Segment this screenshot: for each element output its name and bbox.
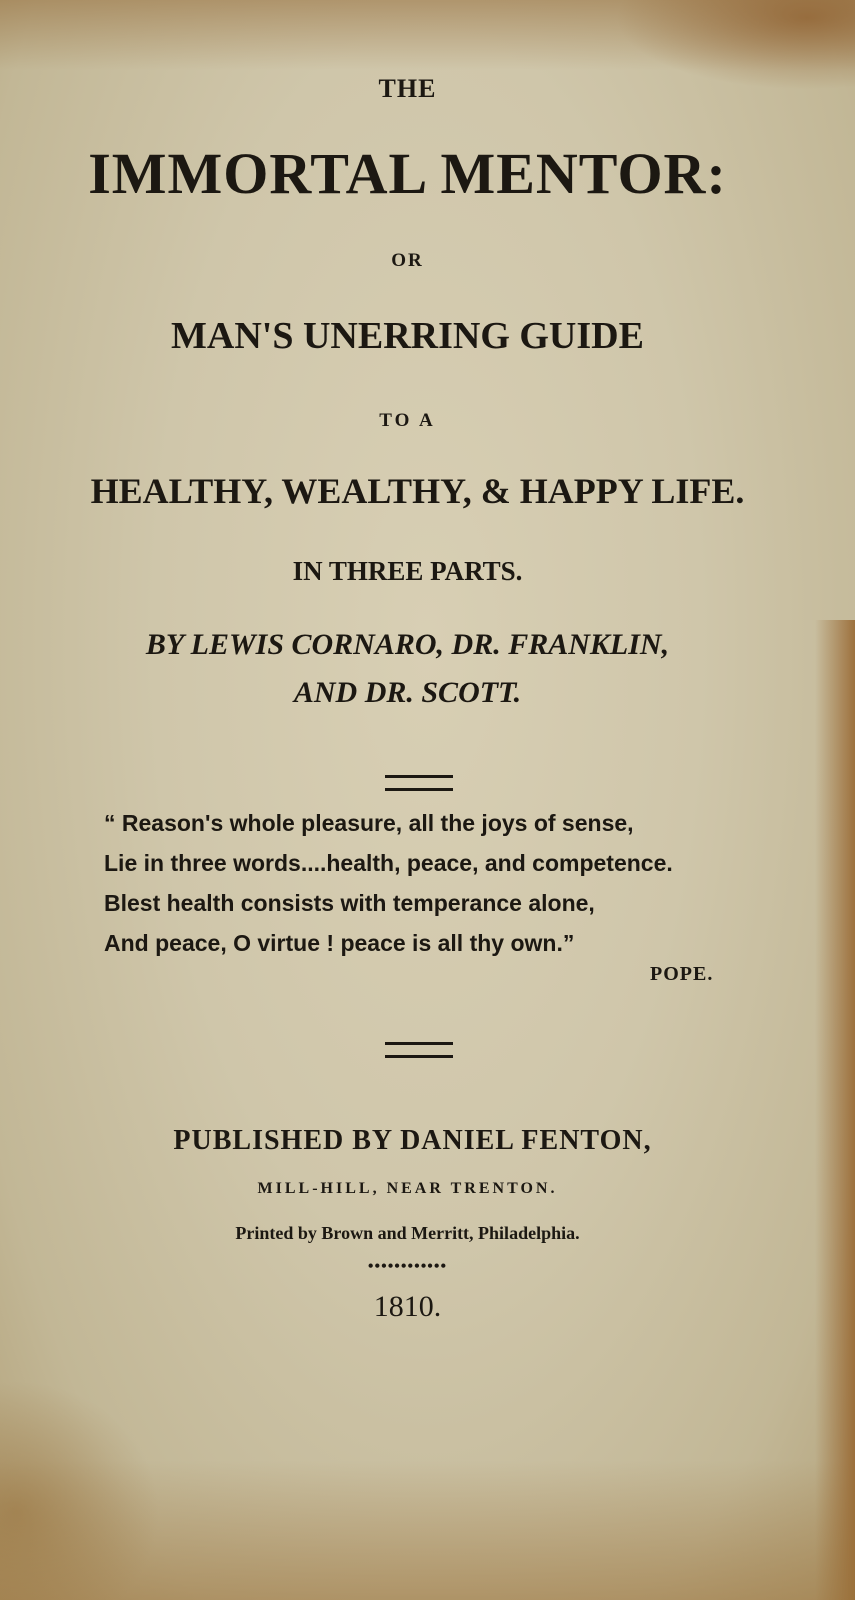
title-or: OR [391, 250, 424, 271]
dotted-ornament: •••••••••••• [367, 1258, 448, 1275]
epigraph-line: Blest health consists with temperance alone, [104, 890, 595, 916]
paper-stain [0, 1380, 160, 1600]
epigraph-line: “ Reason's whole pleasure, all the joys of sense, [104, 810, 634, 836]
paper-stain [815, 620, 855, 1600]
publication-year: 1810. [373, 1290, 442, 1323]
book-subtitle: MAN'S UNERRING GUIDE [171, 315, 644, 357]
double-rule-divider [385, 1042, 453, 1058]
publisher-line: PUBLISHED BY DANIEL FENTON, [173, 1125, 652, 1156]
double-rule-divider [385, 775, 453, 791]
book-subtitle-2: HEALTHY, WEALTHY, & HAPPY LIFE. [90, 471, 745, 511]
epigraph-author: POPE. [650, 963, 714, 985]
book-title: IMMORTAL MENTOR: [88, 141, 727, 206]
parts-note: IN THREE PARTS. [292, 556, 523, 586]
epigraph-line: Lie in three words....health, peace, and competence. [104, 850, 673, 876]
printer-line: Printed by Brown and Merritt, Philadelphia. [235, 1223, 580, 1243]
title-article: THE [378, 74, 437, 103]
authors-line-2: AND DR. SCOTT. [293, 676, 522, 709]
epigraph-line: And peace, O virtue ! peace is all thy own.” [104, 930, 575, 956]
publisher-location: MILL-HILL, NEAR TRENTON. [257, 1180, 558, 1197]
authors-line-1: BY LEWIS CORNARO, DR. FRANKLIN, [145, 628, 670, 661]
subtitle-connector: TO A [379, 410, 436, 431]
